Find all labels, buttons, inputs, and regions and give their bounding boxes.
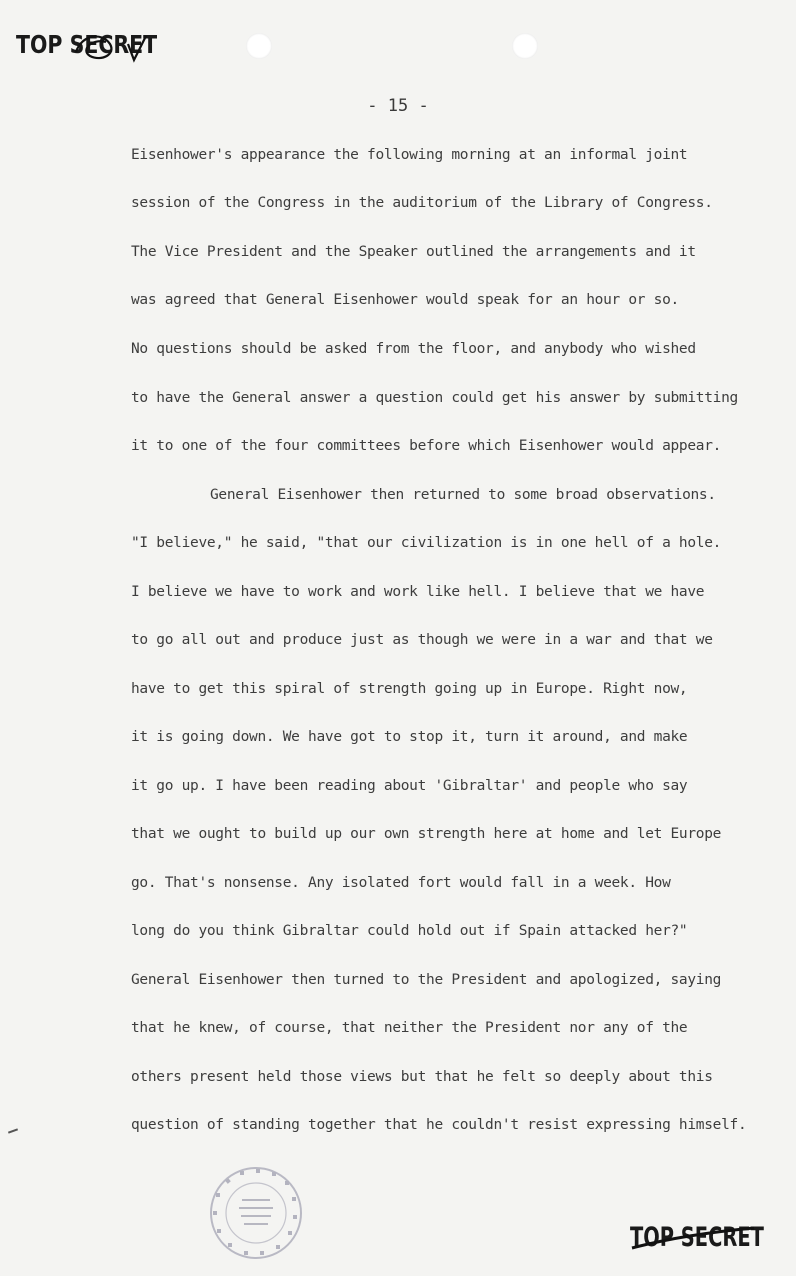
punch-hole-right	[512, 33, 538, 59]
text-line: "I believe," he said, "that our civilization is in one hell of a hole.	[131, 535, 722, 551]
classification-stamp-top: TOP SECRET	[16, 30, 158, 59]
text-line: I believe we have to work and work like hell. I believe that we have	[131, 584, 705, 600]
text-line: session of the Congress in the auditorium of the Library of Congress.	[131, 195, 713, 211]
text-line: it is going down. We have got to stop it, turn it around, and make	[131, 729, 688, 745]
margin-mark	[8, 1128, 18, 1133]
handwritten-scribble-mark	[72, 30, 152, 66]
strikethrough-line	[630, 1226, 760, 1256]
page-number: - 15 -	[367, 96, 429, 116]
text-line: to have the General answer a question could get his answer by submitting	[131, 390, 738, 406]
text-line: it to one of the four committees before which Eisenhower would appear.	[131, 438, 722, 454]
text-line: go. That's nonsense. Any isolated fort would fall in a week. How	[131, 875, 671, 891]
text-line: have to get this spiral of strength going up in Europe. Right now,	[131, 681, 688, 697]
classification-stamp-bottom: TOP SECRET	[630, 1222, 764, 1253]
text-line: it go up. I have been reading about 'Gibraltar' and people who say	[131, 778, 688, 794]
text-line: that he knew, of course, that neither the President nor any of the	[131, 1020, 688, 1036]
text-line: Eisenhower's appearance the following morning at an informal joint	[131, 147, 688, 163]
text-line: No questions should be asked from the floor, and anybody who wished	[131, 341, 696, 357]
punch-hole-left	[246, 33, 272, 59]
text-line: to go all out and produce just as though we were in a war and that we	[131, 632, 713, 648]
text-line: question of standing together that he couldn't resist expressing himself.	[131, 1117, 747, 1133]
paragraph-first-line: General Eisenhower then returned to some broad observations.	[210, 487, 716, 503]
text-line: that we ought to build up our own strength here at home and let Europe	[131, 826, 722, 842]
library-seal-stamp	[206, 1163, 306, 1263]
text-line: The Vice President and the Speaker outlined the arrangements and it	[131, 244, 696, 260]
text-line: was agreed that General Eisenhower would speak for an hour or so.	[131, 292, 679, 308]
text-line: General Eisenhower then turned to the President and apologized, saying	[131, 972, 722, 988]
text-line: long do you think Gibraltar could hold out if Spain attacked her?"	[131, 923, 688, 939]
text-line: others present held those views but that he felt so deeply about this	[131, 1069, 713, 1085]
